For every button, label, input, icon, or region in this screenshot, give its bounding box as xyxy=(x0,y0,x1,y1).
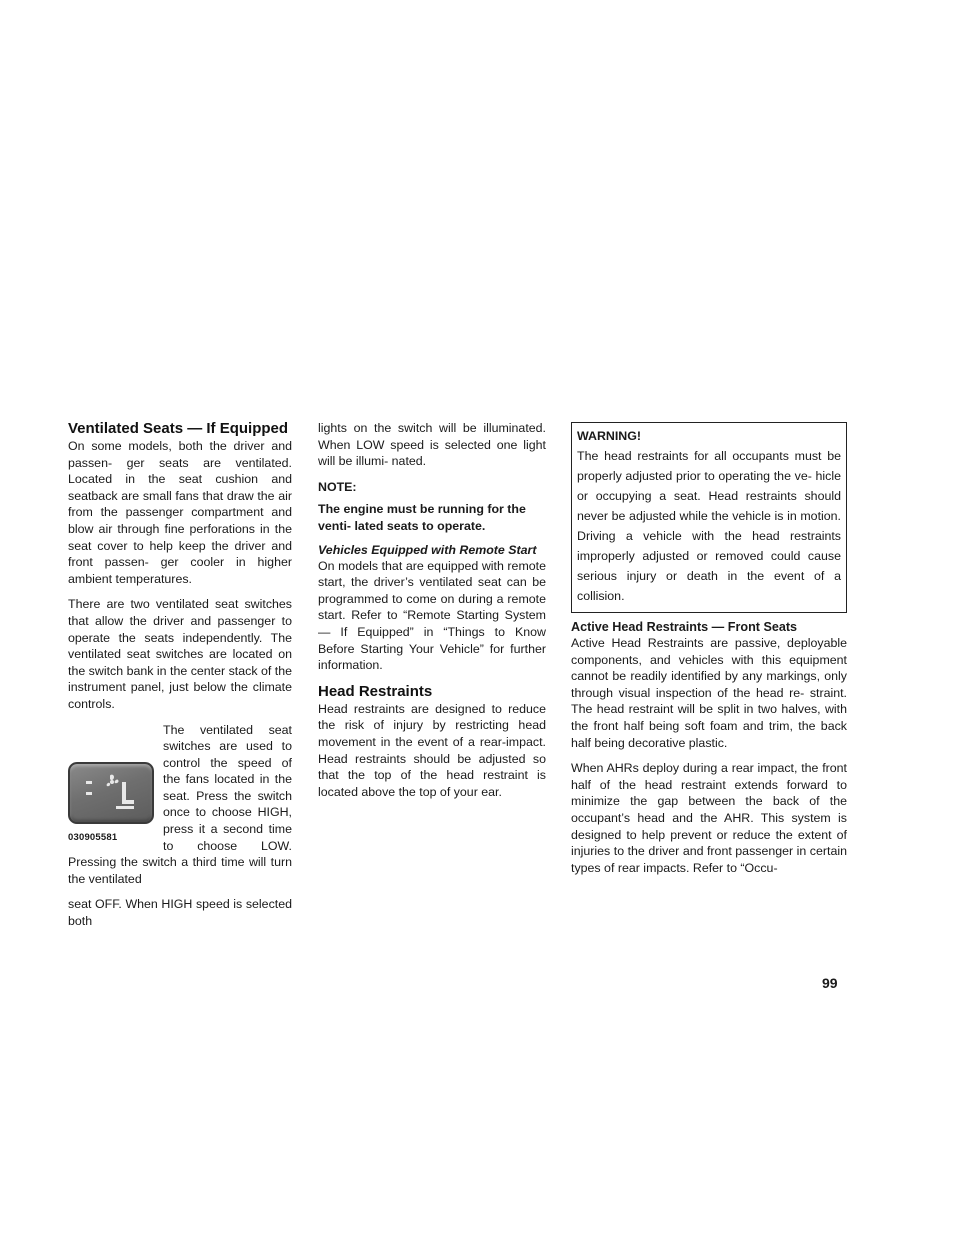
figure-row xyxy=(68,722,292,897)
note-label: NOTE: xyxy=(318,479,357,494)
warning-box xyxy=(571,422,847,613)
paragraph-lights: lights on the switch will be illuminated. When LOW speed is selected one light will be illumi- nated. xyxy=(318,421,546,469)
paragraph-ventilated-switches: There are two ventilated seat switches that allow the driver and passenger to operate the seats independently. The ventilated seat switches are located on the switch bank in the center stack of the instrument panel, just below the climate controls. xyxy=(68,597,292,711)
note-body: The engine must be running for the venti- lated seats to operate. xyxy=(318,502,526,533)
paragraph-head-restraints: Head restraints are designed to reduce the risk of injury by restricting head movement in the event of a rear-impact. Head restraints should be adjusted so that the top of the head restraint is located above the top of your ear. xyxy=(318,701,546,799)
section-heading-head-restraints: Head Restraints xyxy=(318,682,433,700)
paragraph-ventilated-intro: On some models, both the driver and passen- ger seats are ventilated. Located in the seat cushion and seatback are small fans that draw the air from the passenger compartment and blow air through fine perforations in the seat cover to help keep the driver and front passen- ger cooler in higher ambient temperatures. xyxy=(68,439,292,586)
warning-body: The head restraints for all occupants must be properly adjusted prior to operating the ve- hicle or occupying a seat. Head restraints should never be adjusted while the vehicle is in motion. Driving a vehicle with the head restraints improperly adjusted or removed could cause serious injury or death in the event of a collision. xyxy=(577,449,841,603)
indicator-light-low xyxy=(86,792,92,795)
section-heading-ventilated-seats: Ventilated Seats — If Equipped xyxy=(68,420,289,437)
paragraph-active-head-restraints: Active Head Restraints are passive, deployable components, and vehicles with this equipment cannot be readily identified by any markings, only through visual inspection of the head re- straint. The head restraint will be split in two halves, with the front half being soft foam and trim, the back half being decorative plastic. xyxy=(571,636,847,750)
subheading-active-head-restraints: Active Head Restraints — Front Seats xyxy=(571,620,798,634)
subheading-remote-start: Vehicles Equipped with Remote Start xyxy=(318,542,537,557)
column-left xyxy=(68,420,292,939)
warning-title: WARNING! xyxy=(577,429,642,443)
page-number: 99 xyxy=(822,975,838,991)
figure-id: 030905581 xyxy=(68,831,118,843)
seat-fan-icon xyxy=(102,774,136,812)
column-right xyxy=(571,420,847,885)
ventilated-seat-switch-image xyxy=(68,762,154,824)
indicator-light-high xyxy=(86,781,92,784)
paragraph-ahr-deploy: When AHRs deploy during a rear impact, the front half of the head restraint extends forward to minimize the gap between the back of the occupant’s head and the AHR. This system is designed to help prevent or reduce the extent of injuries to the driver and front passenger in certain types of rear impacts. Refer to “Occu- xyxy=(571,761,847,875)
paragraph-switch-usage: The ventilated seat switches are used to control the speed of the fans located in the seat. Press the switch once to choose HIGH, press it a second time to choose LOW. Pressing the switch a third time will turn the ventilated xyxy=(68,722,292,886)
column-middle xyxy=(318,420,546,809)
ventilated-seat-switch-figure xyxy=(68,722,158,847)
paragraph-remote-start: On models that are equipped with remote start, the driver’s ventilated seat can be programmed to come on during a remote start. Refer to “Remote Starting System — If Equipped” in “Things to Know Before Starting Your Vehicle” for further information. xyxy=(318,558,546,673)
paragraph-switch-usage-cont: seat OFF. When HIGH speed is selected both xyxy=(68,897,292,929)
